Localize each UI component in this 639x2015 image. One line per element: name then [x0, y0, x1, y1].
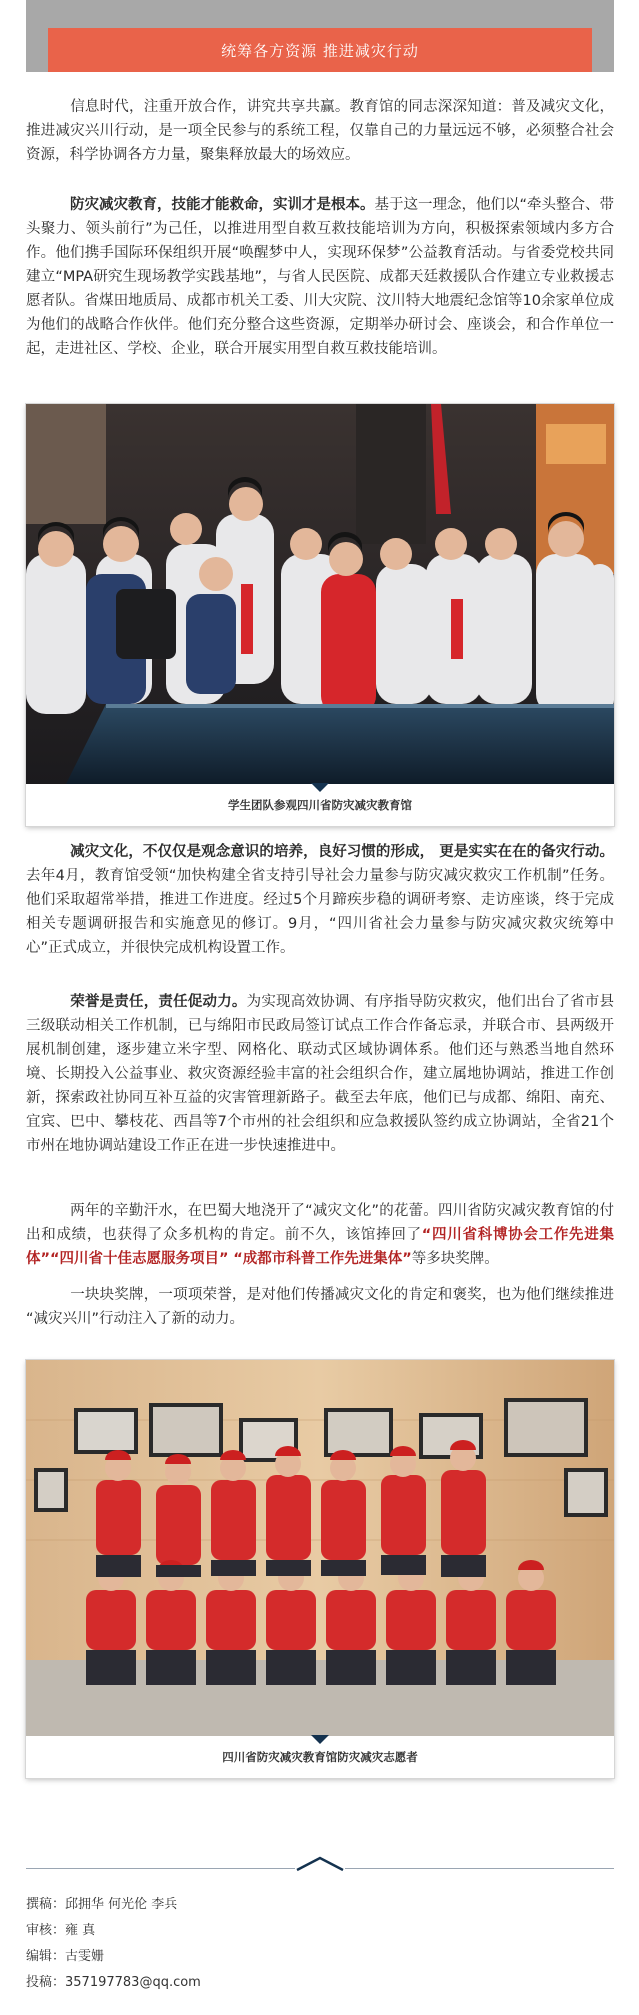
chevron-up-icon [295, 1856, 345, 1872]
paragraph-lead: 减灾文化，不仅仅是观念意识的培养，良好习惯的形成， 更是实实在在的备灾行动。 [70, 844, 614, 860]
volunteers-photo [26, 1360, 614, 1736]
paragraph-lead: 防灾减灾教育，技能才能救命，实训才是根本。 [70, 197, 375, 213]
paragraph-honor: 荣誉是责任，责任促动力。为实现高效协调、有序指导防灾救灾，他们出台了省市县三级联动相关工作机制，已与绵阳市民政局签订试点工作合作备忘录，并联合市、县两级开展机制创建，逐步建立米字型、网格化、联动式区域协调体系。他们还与熟悉当地自然环境、长期投入公益事业、救灾资源经验丰富的社会组织合作，建立属地协调站，推进工作创新，探索政社协同互补互益的灾害管理新路子。截至去年底，他们已与成都、绵阳、南充、宜宾、巴中、攀枝花、西昌等7个市州的社会组织和应急救援队签约成立协调站，全省21个市州在地协调站建设工作正在进一步快速推进中。 [26, 994, 615, 1154]
photo-caption: 学生团队参观四川省防灾减灾教育馆 [26, 784, 614, 826]
award-name: “四川省科博协会工作先进集体” [26, 1227, 615, 1267]
paragraph-intro: 信息时代，注重开放合作，讲究共享共赢。教育馆的同志深深知道：普及减灾文化，推进减灾兴川行动，是一项全民参与的系统工程，仅靠自己的力量远远不够，必须整合社会资源，科学协调各方力量，聚集释放最大的场效应。 [26, 99, 614, 163]
paragraph-training: 防灾减灾教育，技能才能救命，实训才是根本。基于这一理念，他们以“牵头整合、带头聚力、领头前行”为己任，以推进用型自救互救技能培训为方向，积极探索领域内多方合作。他们携手国际环保组织开展“唤醒梦中人，实现环保梦”公益教育活动。与省委党校共同建立“MPA研究生现场教学实践基地”，与省人民医院、成都天廷救援队合作建立专业救援志愿者队。省煤田地质局、成都市机关工委、川大灾院、汶川特大地震纪念馆等10余家单位成为他们的战略合作伙伴。他们充分整合这些资源，定期举办研讨会、座谈会，和合作单位一起，走进社区、学校、企业，联合开展实用型自救互救技能培训。 [26, 197, 615, 357]
photo-card-students [26, 404, 614, 826]
credit-reviewer: 审核：雍 真 [26, 1923, 96, 1938]
credit-writers: 撰稿：邱拥华 何光伦 李兵 [26, 1897, 178, 1912]
credit-submit-email: 投稿：357197783@qq.com [26, 1975, 201, 1990]
section-title-banner: 统筹各方资源 推进减灾行动 [48, 28, 592, 72]
paragraph-conclusion: 一块块奖牌，一项项荣誉，是对他们传播减灾文化的肯定和褒奖，也为他们继续推进 “减灾兴川”行动注入了新的动力。 [26, 1287, 614, 1327]
caption-notch [311, 1735, 329, 1744]
award-name: “成都市科普工作先进集体” [233, 1251, 412, 1267]
paragraph-culture: 减灾文化，不仅仅是观念意识的培养，良好习惯的形成， 更是实实在在的备灾行动。去年4月，教育馆受领“加快构建全省支持引导社会力量参与防灾减灾救灾工作机制”任务。他们采取超常举措，推进工作进度。经过5个月蹄疾步稳的调研考察、走访座谈，终于完成相关专题调研报告和实施意见的修订。9月，“四川省社会力量参与防灾减灾救灾统筹中心”正式成立，并很快完成机构设置工作。 [26, 844, 614, 956]
award-name: “四川省十佳志愿服务项目” [50, 1251, 229, 1267]
paragraph-awards: 两年的辛勤汗水，在巴蜀大地浇开了“减灾文化”的花蕾。四川省防灾减灾教育馆的付出和成绩，也获得了众多机构的肯定。前不久，该馆捧回了“四川省科博协会工作先进集体”“四川省十佳志愿服务项目” “成都市科普工作先进集体”等多块奖牌。 [26, 1203, 615, 1267]
photo-card-volunteers [26, 1360, 614, 1778]
students-visit-photo [26, 404, 614, 784]
credits-block [26, 1892, 201, 1996]
credit-editor: 编辑：古雯姗 [26, 1949, 105, 1964]
caption-notch [311, 783, 329, 792]
paragraph-lead: 荣誉是责任，责任促动力。 [70, 994, 247, 1010]
photo-caption: 四川省防灾减灾教育馆防灾减灾志愿者 [26, 1736, 614, 1778]
